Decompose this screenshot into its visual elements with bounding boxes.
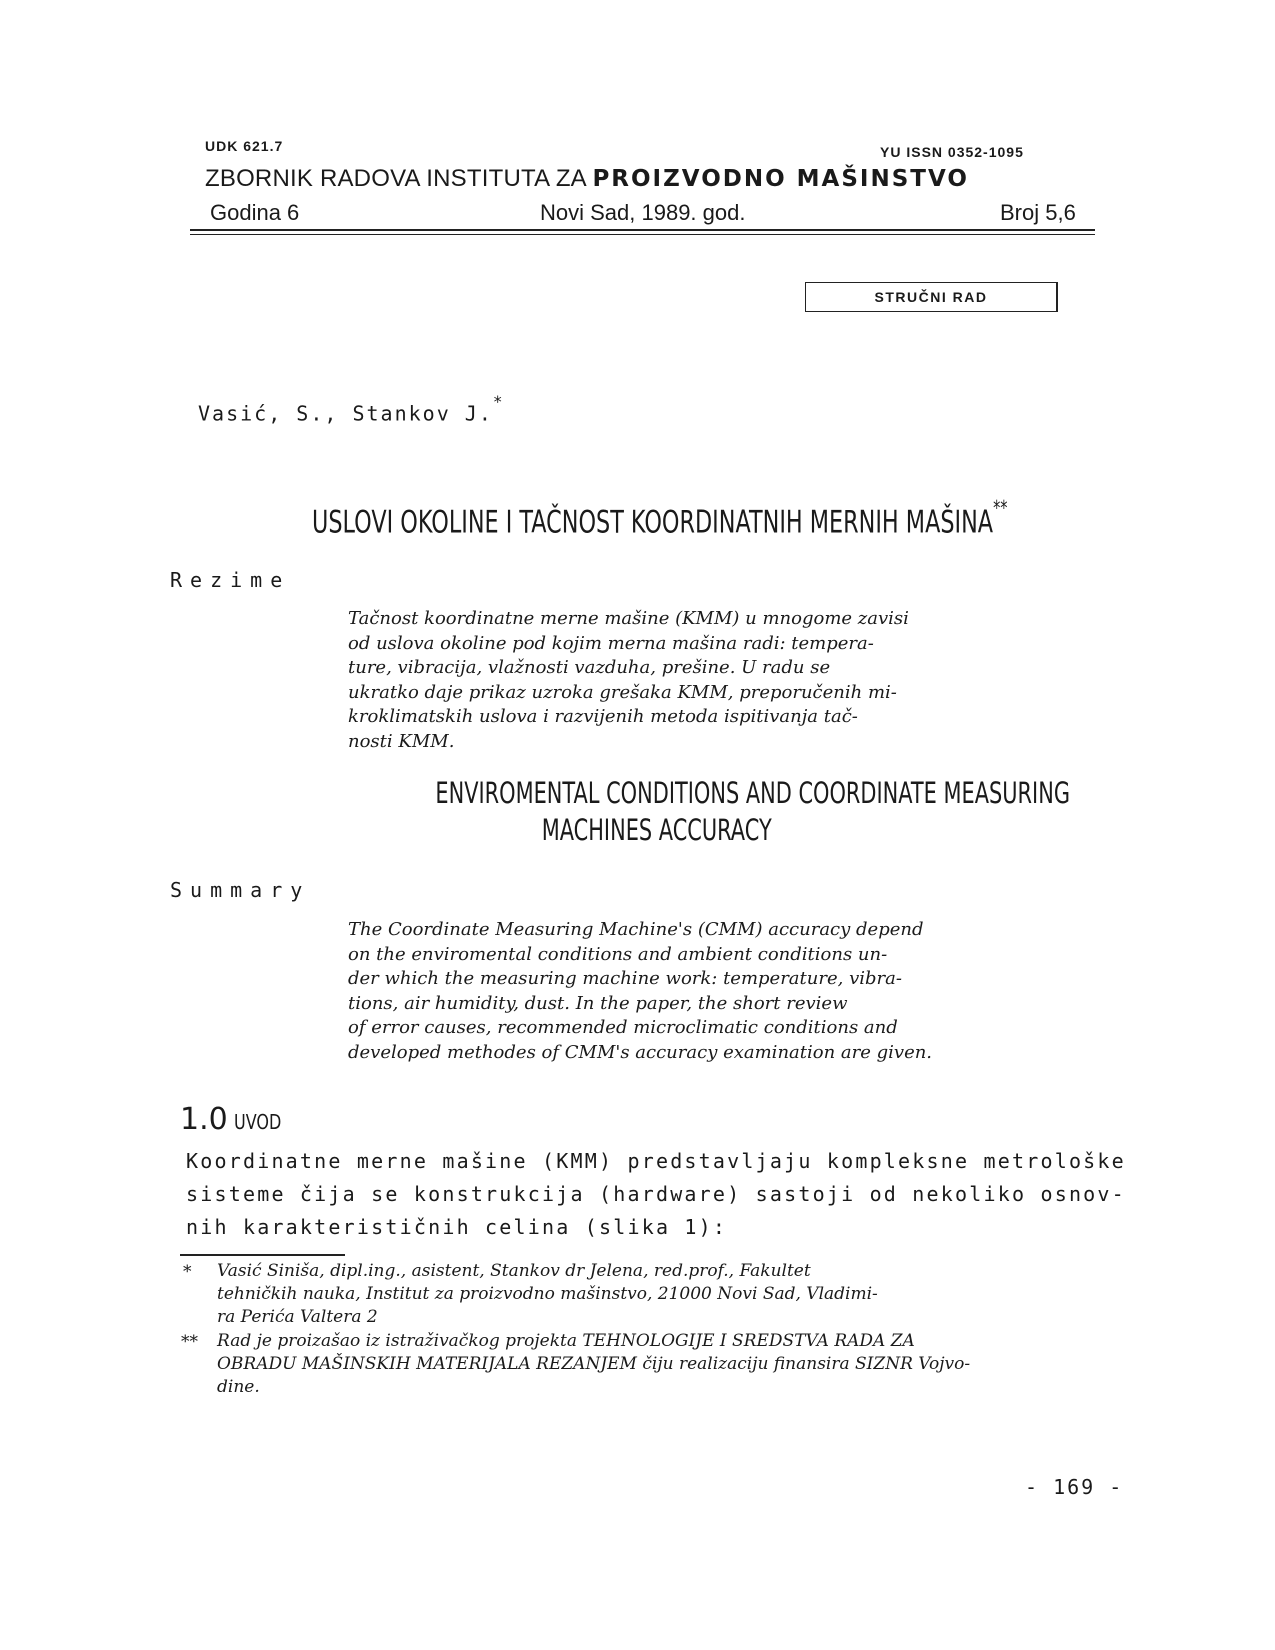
journal-city-date: Novi Sad, 1989. god. — [540, 200, 746, 225]
issn-code: YU ISSN 0352-1095 — [880, 144, 1024, 160]
body-paragraph: Koordinatne merne mašine (KMM) predstavljaju kompleksne metrološke sisteme čija se konstrukcija (hardware) sastoji od nekoliko osnov- nih karakterističnih celina (slika 1): — [186, 1149, 1126, 1239]
title-english — [312, 775, 1071, 849]
journal-title — [205, 165, 969, 193]
summary-label: Summary — [170, 878, 311, 902]
footnote-2-mark: ** — [181, 1332, 198, 1352]
authors-names: Vasić, S., Stankov J. — [198, 401, 493, 426]
footnote-1: Vasić Siniša, dipl.ing., asistent, Stankov dr Jelena, red.prof., Fakultet tehničkih nauka, Institut za proizvodno mašinstvo, 21000 Novi Sad, Vladimi- ra Perića Valtera 2 — [217, 1261, 878, 1327]
footnote-1-mark: * — [183, 1262, 192, 1282]
journal-issue: Broj 5,6 — [1000, 200, 1076, 225]
title-serbian — [312, 496, 1008, 541]
authors — [198, 392, 505, 426]
footnote-rule — [180, 1254, 345, 1256]
journal-year: Godina 6 — [210, 200, 300, 225]
title-english-line-1: ENVIROMENTAL CONDITIONS AND COORDINATE MEASURING — [435, 776, 1071, 810]
rezime-label: Rezime — [170, 568, 291, 592]
section-title: UVOD — [233, 1110, 282, 1134]
journal-title-regular: ZBORNIK RADOVA INSTITUTA ZA — [205, 165, 593, 192]
title-footnote-mark: ** — [993, 496, 1008, 520]
title-english-line-2: MACHINES ACCURACY — [542, 813, 772, 847]
page-number: - 169 - — [1025, 1475, 1124, 1499]
header-rule — [190, 229, 1095, 231]
journal-title-bold: PROIZVODNO MAŠINSTVO — [592, 166, 969, 192]
abstract-english: The Coordinate Measuring Machine's (CMM) accuracy depend on the enviromental conditions and ambient conditions un- der which the measuring machine work: temperature, vibra- tions, air humidity, dust. In the paper, the short review of error causes, recommended microclimatic conditions and developed methodes of CMM's accuracy examination are given. — [348, 919, 933, 1063]
udk-code: UDK 621.7 — [205, 138, 284, 154]
paper-type-badge: STRUČNI RAD — [805, 282, 1058, 312]
footnote-2: Rad je proizašao iz istraživačkog projekta TEHNOLOGIJE I SREDSTVA RADA ZA OBRADU MAŠINSKIH MATERIJALA REZANJEM čiju realizaciju finansira SIZNR Vojvo- dine. — [217, 1331, 971, 1397]
authors-footnote-mark: * — [492, 392, 505, 411]
header-rule-thin — [190, 234, 1095, 235]
section-number: 1.0 — [180, 1102, 228, 1137]
section-heading — [180, 1102, 293, 1137]
title-serbian-text: USLOVI OKOLINE I TAČNOST KOORDINATNIH MERNIH MAŠINA — [312, 504, 994, 541]
abstract-serbian: Tačnost koordinatne merne mašine (KMM) u mnogome zavisi od uslova okoline pod kojim merna mašina radi: tempera- ture, vibracija, vlažnosti vazduha, prešine. U radu se ukratko daje prikaz uzroka grešaka KMM, preporučenih mi- kroklimatskih uslova i razvijenih metoda ispitivanja tač- nosti KMM. — [348, 608, 909, 752]
